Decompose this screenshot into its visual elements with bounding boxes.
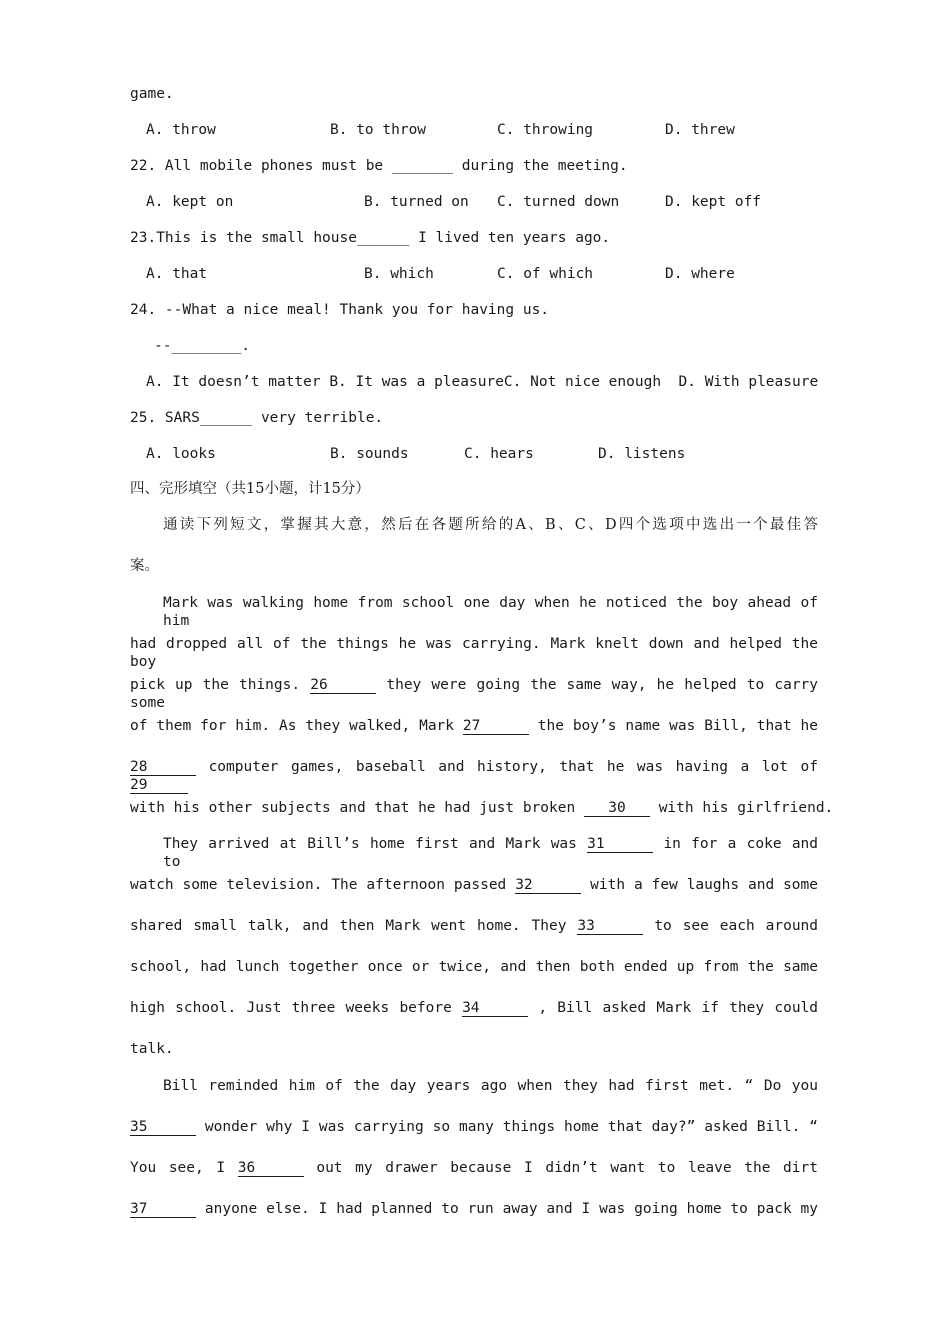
passage-line: [130, 999, 818, 1017]
passage-text: the boy’s name was Bill, that he: [537, 718, 818, 734]
q24-stem: 24. --What a nice meal! Thank you for having us.: [130, 302, 550, 318]
passage-text: shared small talk, and then Mark went home. They: [130, 918, 567, 934]
blank-35: 35: [130, 1119, 196, 1136]
q21-option-a: A. throw: [146, 122, 216, 138]
q24-options: A. It doesn’t matter B. It was a pleasureC. Not nice enough D. With pleasure: [146, 374, 819, 390]
q23-option-c: C. of which: [497, 266, 594, 282]
q22-stem: [130, 157, 628, 175]
passage-text: out my drawer because I didn’t want to leave the dirt: [316, 1160, 818, 1176]
passage-line: Mark was walking home from school one day when he noticed the boy ahead of him: [163, 595, 818, 629]
q22-blank: _______: [391, 158, 454, 174]
blank-29: 29: [130, 777, 188, 794]
q21-option-d: D. threw: [665, 122, 735, 138]
blank-36: 36: [238, 1160, 304, 1177]
blank-31: 31: [587, 836, 653, 853]
q22-stem-pre: 22. All mobile phones must be: [130, 158, 392, 174]
passage-text: with his other subjects and that he had just broken: [130, 800, 576, 816]
q22-stem-post: during the meeting.: [453, 158, 628, 174]
q22-option-d: D. kept off: [665, 194, 762, 210]
q21-option-b: B. to throw: [330, 122, 427, 138]
passage-line: [163, 835, 818, 871]
passage-line: [130, 758, 818, 794]
q25-option-a: A. looks: [146, 446, 216, 462]
q23-option-d: D. where: [665, 266, 735, 282]
q25-option-c: C. hears: [464, 446, 534, 462]
q25-option-d: D. listens: [598, 446, 686, 462]
passage-text: high school. Just three weeks before: [130, 1000, 452, 1016]
q24-reply: --________.: [154, 338, 251, 354]
blank-37: 37: [130, 1201, 196, 1218]
passage-text: , Bill asked Mark if they could: [538, 1000, 819, 1016]
passage-text: with his girlfriend.: [658, 800, 834, 816]
q21-option-c: C. throwing: [497, 122, 594, 138]
q22-option-c: C. turned down: [497, 194, 620, 210]
section-instruction-line1: 通读下列短文，掌握其大意，然后在各题所给的A、B、C、D四个选项中选出一个最佳答: [163, 517, 818, 533]
passage-text: to see each around: [654, 918, 819, 934]
section-instruction-line2: 案。: [130, 558, 159, 574]
passage-line: [130, 1200, 818, 1218]
blank-30: 30: [584, 800, 650, 817]
blank-27: 27: [463, 718, 529, 735]
q22-option-a: A. kept on: [146, 194, 234, 210]
q23-option-b: B. which: [364, 266, 434, 282]
passage-text: in for a coke and to: [163, 836, 819, 870]
passage-text: watch some television. The afternoon passed: [130, 877, 507, 893]
blank-34: 34: [462, 1000, 528, 1017]
passage-line: [130, 799, 833, 817]
passage-text: with a few laughs and some: [590, 877, 818, 893]
q23-option-a: A. that: [146, 266, 208, 282]
passage-text: wonder why I was carrying so many things home that day?” asked Bill. “: [204, 1119, 818, 1135]
passage-line: [130, 1159, 818, 1177]
q21-stem-tail: game.: [130, 86, 174, 102]
passage-line: [130, 876, 818, 894]
section-title: 四、完形填空（共15小题，计15分）: [130, 481, 370, 497]
passage-line: [130, 676, 818, 712]
passage-line: [130, 917, 818, 935]
passage-line: had dropped all of the things he was carrying. Mark knelt down and helped the boy: [130, 636, 818, 670]
passage-line: Bill reminded him of the day years ago when they had first met. “ Do you: [163, 1078, 818, 1094]
passage-text: computer games, baseball and history, that he was having a lot of: [208, 759, 819, 775]
passage-line: talk.: [130, 1041, 174, 1057]
q23-stem: 23.This is the small house______ I lived ten years ago.: [130, 230, 611, 246]
passage-text: pick up the things.: [130, 677, 301, 693]
q25-stem: 25. SARS______ very terrible.: [130, 410, 384, 426]
blank-26: 26: [310, 677, 376, 694]
passage-line: school, had lunch together once or twice, and then both ended up from the same: [130, 959, 818, 975]
blank-33: 33: [577, 918, 643, 935]
passage-line: [130, 717, 818, 735]
passage-text: You see, I: [130, 1160, 226, 1176]
passage-line: [130, 1118, 818, 1136]
blank-32: 32: [515, 877, 581, 894]
blank-28: 28: [130, 759, 196, 776]
passage-text: of them for him. As they walked, Mark: [130, 718, 455, 734]
q25-option-b: B. sounds: [330, 446, 409, 462]
passage-text: they were going the same way, he helped to carry some: [130, 677, 819, 711]
passage-text: anyone else. I had planned to run away and I was going home to pack my: [204, 1201, 818, 1217]
q22-option-b: B. turned on: [364, 194, 469, 210]
passage-text: They arrived at Bill’s home first and Mark was: [163, 836, 577, 852]
